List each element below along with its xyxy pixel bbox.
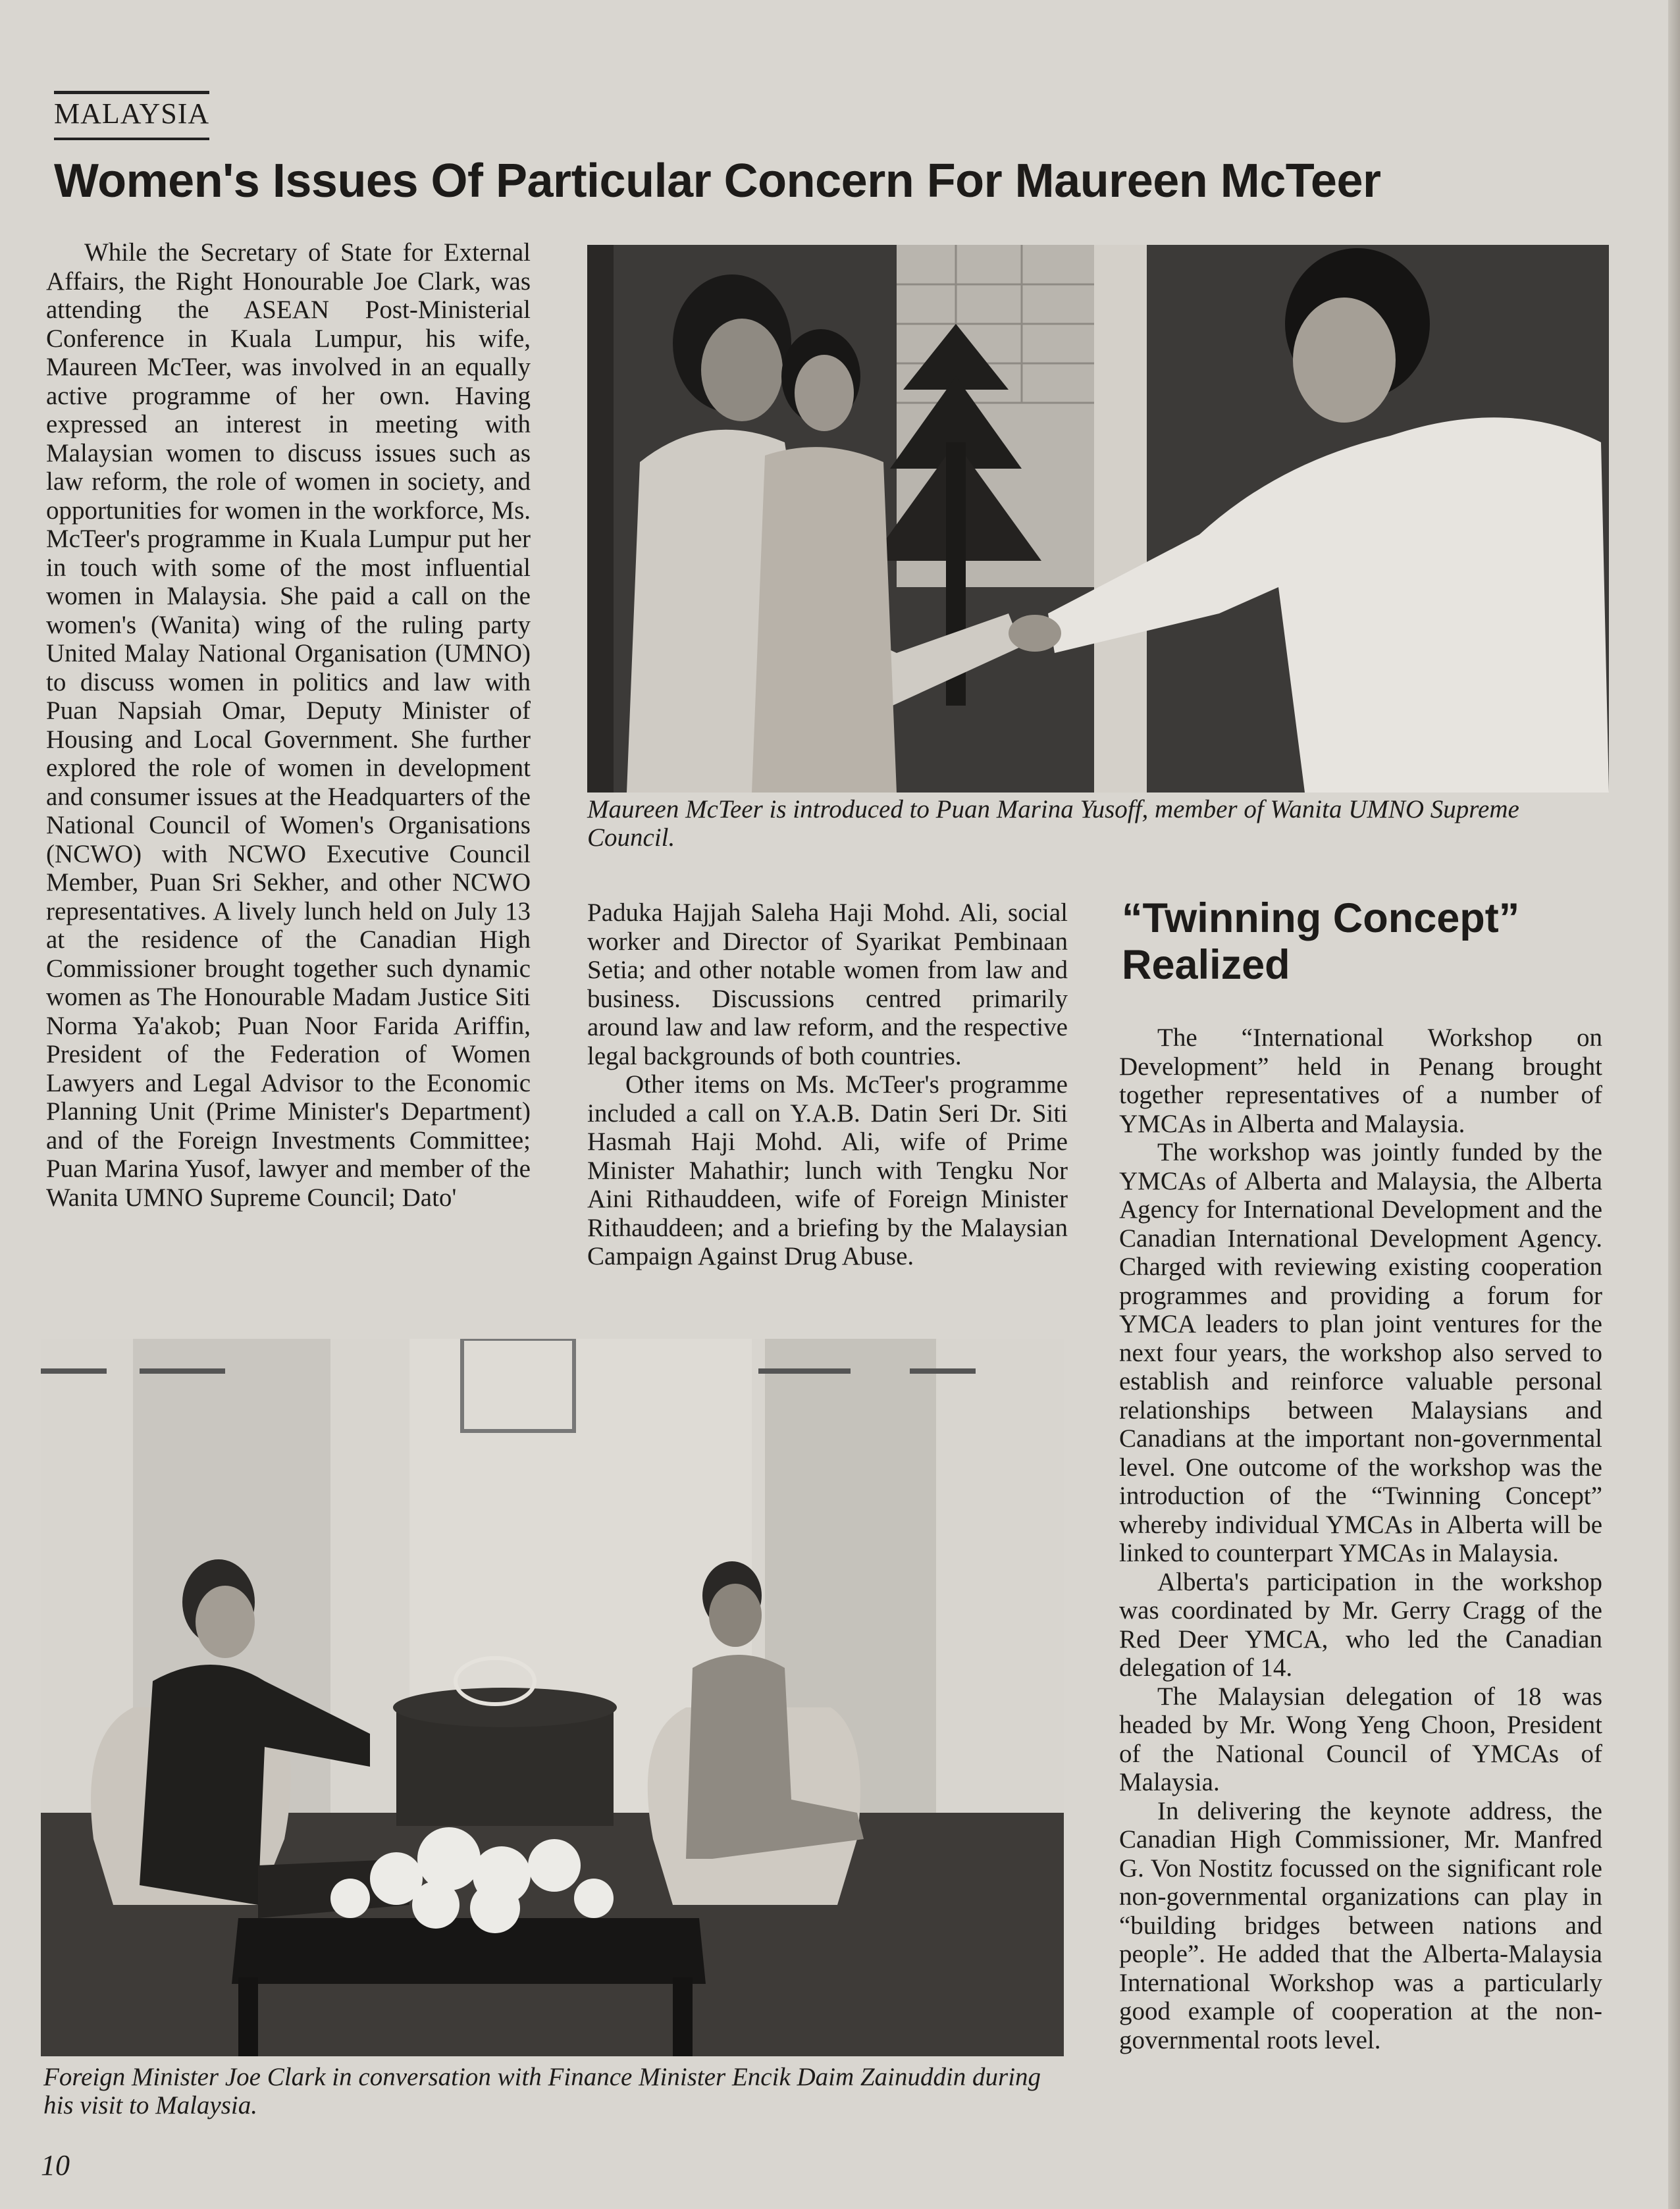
sidebar-paragraph: The workshop was jointly funded by the YMCAs of Alberta and Malaysia, the Alberta Agency for International Development and the Canadian International Development Agency. Charged with reviewing existing cooperation programmes and providing a forum for YMCA leaders to plan joint ventures for the next four years, the workshop also served to establish and reinforce valuable personal relationships between Malaysians and Canadians at the important non-governmental level. One outcome of the workshop was the introduction of the “Twinning Concept” whereby individual YMCAs in Alberta will be linked to counterpart YMCAs in Malaysia. (1119, 1138, 1602, 1567)
sidebar-paragraph: In delivering the keynote address, the Canadian High Commissioner, Mr. Manfred G. Von Nostitz focussed on the significant role non-governmental organizations can play in “building bridges between nations and people”. He added that the Alberta-Malaysia International Workshop was a particularly good example of cooperation at the non-governmental roots level. (1119, 1796, 1602, 2054)
sidebar-paragraph: The “International Workshop on Development” held in Penang brought together representatives of a number of YMCAs in Alberta and Malaysia. (1119, 1024, 1602, 1138)
page-number: 10 (41, 2149, 70, 2181)
meeting-photo (41, 1339, 1064, 2056)
sidebar-paragraph: Alberta's participation in the workshop was coordinated by Mr. Gerry Cragg of the Red Deer YMCA, who led the Canadian delegation of 14. (1119, 1567, 1602, 1682)
handshake-photo-caption: Maureen McTeer is introduced to Puan Marina Yusoff, member of Wanita UMNO Supreme Council. (587, 795, 1519, 852)
handshake-photo (587, 245, 1609, 793)
article-paragraph: Other items on Ms. McTeer's programme included a call on Y.A.B. Datin Seri Dr. Siti Hasmah Haji Mohd. Ali, wife of Prime Minister Mahathir; lunch with Tengku Nor Aini Rithauddeen, wife of Foreign Minister Rithauddeen; and a briefing by the Malaysian Campaign Against Drug Abuse. (587, 1070, 1068, 1270)
sidebar-headline: “Twinning Concept” Realized (1122, 895, 1520, 988)
section-label: MALAYSIA (54, 91, 209, 140)
meeting-photo-caption: Foreign Minister Joe Clark in conversation with Finance Minister Encik Daim Zainuddin during his visit to Malaysia. (43, 2063, 1041, 2119)
article-column-2 (587, 898, 1068, 1271)
article-headline: Women's Issues Of Particular Concern For Maureen McTeer (54, 155, 1381, 207)
sidebar-paragraph: The Malaysian delegation of 18 was headed by Mr. Wong Yeng Choon, President of the National Council of YMCAs of Malaysia. (1119, 1682, 1602, 1796)
article-paragraph: Paduka Hajjah Saleha Haji Mohd. Ali, social worker and Director of Syarikat Pembinaan Setia; and other notable women from law and business. Discussions centred primarily around law and law reform, and the respective legal backgrounds of both countries. (587, 898, 1068, 1070)
page-edge-shadow (1668, 0, 1680, 2209)
sidebar-column (1119, 1024, 1602, 2054)
article-paragraph: While the Secretary of State for External Affairs, the Right Honourable Joe Clark, was attending the ASEAN Post-Ministerial Conference in Kuala Lumpur, his wife, Maureen McTeer, was involved in an equally active programme of her own. Having expressed an interest in meeting with Malaysian women to discuss issues such as law reform, the role of women in society, and opportunities for women in the workforce, Ms. McTeer's programme in Kuala Lumpur put her in touch with some of the most influential women in Malaysia. She paid a call on the women's (Wanita) wing of the ruling party United Malay National Organisation (UMNO) to discuss women in politics and law with Puan Napsiah Omar, Deputy Minister of Housing and Local Government. She further explored the role of women in development and consumer issues at the Headquarters of the National Council of Women's Organisations (NCWO) with NCWO Executive Council Member, Puan Sri Sekher, and other NCWO representatives. A lively lunch held on July 13 at the residence of the Canadian High Commissioner brought together such dynamic women as The Honourable Madam Justice Siti Norma Ya'akob; Puan Noor Farida Ariffin, President of the Federation of Women Lawyers and Legal Advisor to the Economic Planning Unit (Prime Minister's Department) and of the Foreign Investments Committee; Puan Marina Yusof, lawyer and member of the Wanita UMNO Supreme Council; Dato' (46, 238, 531, 1212)
article-column-1 (46, 238, 531, 1212)
